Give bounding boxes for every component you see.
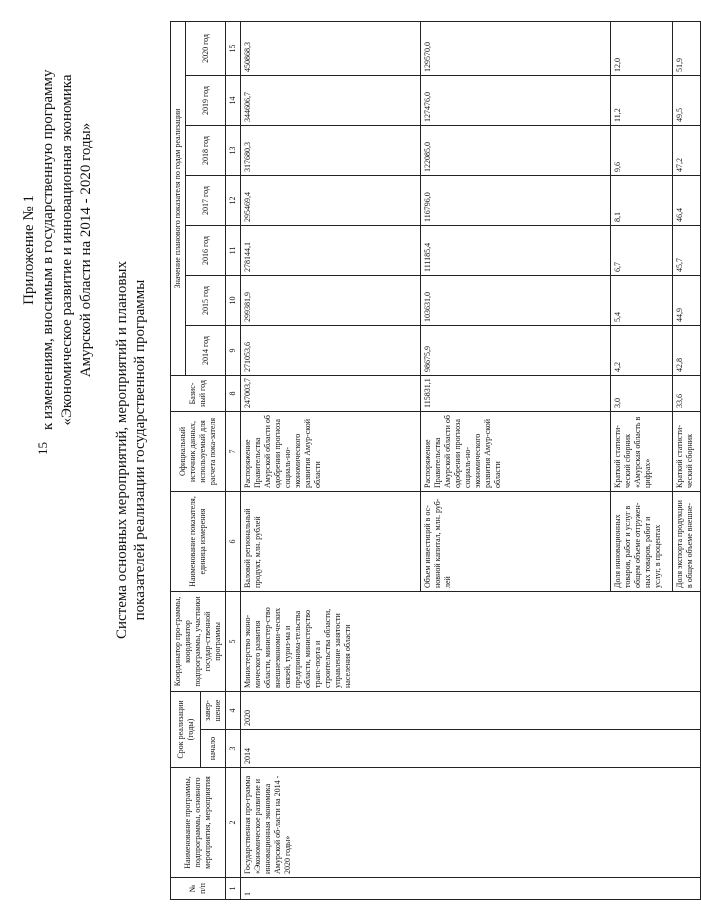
page-number: 15 xyxy=(35,442,50,455)
appendix-header xyxy=(20,70,96,430)
appendix-line-1: к изменениям, вносимым в государственную программу xyxy=(40,69,56,430)
value-2015: 299381,9 xyxy=(241,275,421,325)
program-name: Государственная про-грамма «Экономическое развитие и инновационная экономика Амурской об-ласти на 2014 - 2020 годы» xyxy=(241,768,701,878)
header-period: Срок реализации (годы) xyxy=(171,691,201,767)
header-name: Наименование программы, подпрограммы, основного мероприятия, мероприятия xyxy=(171,768,226,878)
col-number: 5 xyxy=(226,591,241,691)
header-source: Официальный источник данных, используемый для расчета пока-зателя xyxy=(171,411,226,491)
header-num: № п/п xyxy=(171,878,226,900)
value-2016: 278144,1 xyxy=(241,225,421,275)
value-2014: 42,8 xyxy=(673,325,701,375)
source-cell: Краткий статисти-ческий сборник «Амурская область в цифрах» xyxy=(611,411,673,491)
measures-table xyxy=(170,21,701,900)
header-year-2014: 2014 год xyxy=(186,325,226,375)
header-indicator: Наименование показателя, единица измерения xyxy=(171,491,226,591)
col-number: 10 xyxy=(226,275,241,325)
header-end: завер-шение xyxy=(201,691,226,729)
col-number: 8 xyxy=(226,375,241,411)
col-number: 15 xyxy=(226,21,241,75)
program-coordinator: Министерство эконо-мического развития области, министер-ство внешнеэкономи-ческих связей, туриз-ма и предпринима-тельства области, министерство транс-порта и строительства области, управление занятости населения области xyxy=(241,591,701,691)
value-2015: 103631,0 xyxy=(421,275,611,325)
header-year-2020: 2020 год xyxy=(186,21,226,75)
heading-line-2: показателей реализации государственной программы xyxy=(132,279,148,621)
source-cell: Распоряжение Правительства Амурской области об одобрении прогноза социаль-но-экономического развития Амур-ской области xyxy=(241,411,421,491)
value-2017: 116796,0 xyxy=(421,175,611,225)
value-2019: 49,5 xyxy=(673,75,701,125)
value-2020: 129570,0 xyxy=(421,21,611,75)
value-2015: 5,4 xyxy=(611,275,673,325)
value-2016: 111185,4 xyxy=(421,225,611,275)
header-year-2019: 2019 год xyxy=(186,75,226,125)
value-2017: 8,1 xyxy=(611,175,673,225)
value-2019: 344606,7 xyxy=(241,75,421,125)
value-2018: 47,2 xyxy=(673,125,701,175)
indicator-cell: Объем инвестиций в ос-новной капитал, млн. руб-лей xyxy=(421,491,611,591)
col-number: 9 xyxy=(226,325,241,375)
header-row-1 xyxy=(171,21,186,899)
value-2014: 271053,6 xyxy=(241,325,421,375)
appendix-line-3: Амурской области на 2014 - 2020 годы» xyxy=(78,122,94,378)
source-cell: Краткий статисти-ческий сборник xyxy=(673,411,701,491)
value-2018: 122085,0 xyxy=(421,125,611,175)
col-number: 7 xyxy=(226,411,241,491)
appendix-title: Приложение № 1 xyxy=(21,195,37,305)
value-2015: 44,9 xyxy=(673,275,701,325)
value-2016: 45,7 xyxy=(673,225,701,275)
source-cell: Распоряжение Правительства Амурской области об одобрении прогноза социаль-но-экономического развития Амур-ской области xyxy=(421,411,611,491)
header-year-2015: 2015 год xyxy=(186,275,226,325)
base-cell: 33,6 xyxy=(673,375,701,411)
indicator-cell: Валовой региональный продукт, млн. рублей xyxy=(241,491,421,591)
appendix-line-2: «Экономическое развитие и инновационная экономика xyxy=(59,74,75,426)
indicator-cell: Доля инновационных товаров, работ и услуг в общем объеме отгружен-ных товаров, работ и услуг, в процентах xyxy=(611,491,673,591)
col-number: 13 xyxy=(226,125,241,175)
rotated-sheet xyxy=(10,10,694,900)
value-2017: 46,4 xyxy=(673,175,701,225)
col-number: 12 xyxy=(226,175,241,225)
base-cell: 115831,1 xyxy=(421,375,611,411)
header-plan: Значение планового показателя по годам реализации xyxy=(171,21,186,375)
value-2020: 12,0 xyxy=(611,21,673,75)
header-coordinator: Координатор про-граммы, координатор подпрограммы, участники государ-ственной программы xyxy=(171,591,226,691)
indicator-cell: Доля экспорта продукции в общем объеме внешне- xyxy=(673,491,701,591)
col-number: 4 xyxy=(226,691,241,729)
header-base-year: Базис-ный год xyxy=(171,375,226,411)
value-2018: 317680,3 xyxy=(241,125,421,175)
col-number: 11 xyxy=(226,225,241,275)
col-number: 14 xyxy=(226,75,241,125)
program-num: 1 xyxy=(241,878,701,900)
value-2020: 51,9 xyxy=(673,21,701,75)
value-2020: 450868,3 xyxy=(241,21,421,75)
col-number: 3 xyxy=(226,730,241,768)
value-2019: 11,2 xyxy=(611,75,673,125)
program-end: 2020 xyxy=(241,691,701,729)
column-numbers-row xyxy=(226,21,241,899)
base-cell: 247003,7 xyxy=(241,375,421,411)
header-start: начало xyxy=(201,730,226,768)
value-2016: 6,7 xyxy=(611,225,673,275)
col-number: 2 xyxy=(226,768,241,878)
table-row xyxy=(241,21,421,899)
program-start: 2014 xyxy=(241,730,701,768)
col-number: 6 xyxy=(226,491,241,591)
col-number: 1 xyxy=(226,878,241,900)
value-2014: 98675,9 xyxy=(421,325,611,375)
value-2019: 127476,0 xyxy=(421,75,611,125)
header-year-2018: 2018 год xyxy=(186,125,226,175)
header-year-2017: 2017 год xyxy=(186,175,226,225)
header-year-2016: 2016 год xyxy=(186,225,226,275)
document-heading xyxy=(113,150,149,750)
heading-line-1: Система основных мероприятий, мероприятий и плановых xyxy=(114,261,130,640)
value-2014: 4,2 xyxy=(611,325,673,375)
base-cell: 3,0 xyxy=(611,375,673,411)
value-2018: 9,6 xyxy=(611,125,673,175)
value-2017: 295469,4 xyxy=(241,175,421,225)
